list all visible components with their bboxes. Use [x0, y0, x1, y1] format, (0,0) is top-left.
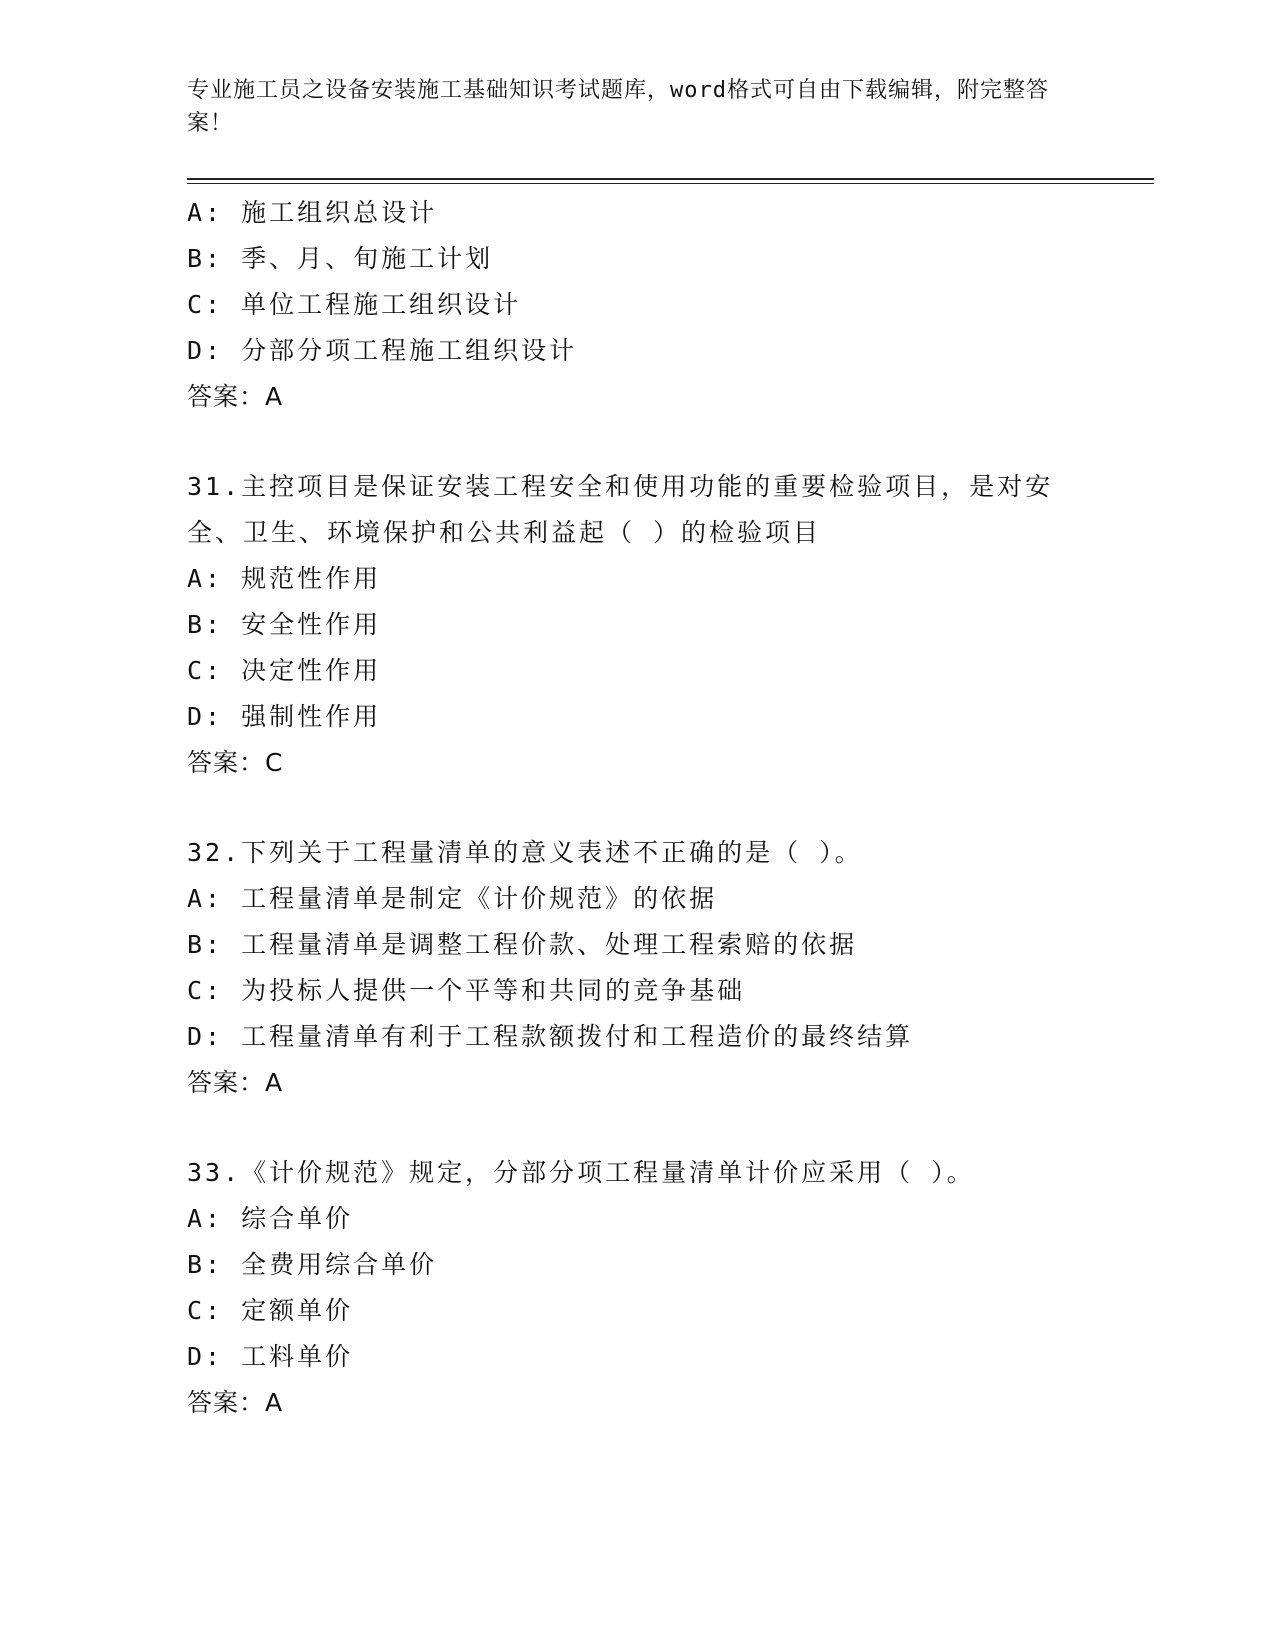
question-block-33	[187, 1150, 1087, 1426]
option-a: A: 规范性作用	[187, 564, 382, 593]
document-header: 专业施工员之设备安装施工基础知识考试题库，word格式可自由下载编辑，附完整答案！	[187, 78, 1049, 136]
option-d: D: 工程量清单有利于工程款额拨付和工程造价的最终结算	[187, 1022, 914, 1051]
answer: 答案：A	[187, 382, 284, 411]
option-c: C: 为投标人提供一个平等和共同的竞争基础	[187, 976, 746, 1005]
answer: 答案：A	[187, 1388, 284, 1417]
question-block-30	[187, 190, 1087, 420]
answer: 答案：A	[187, 1068, 284, 1097]
option-b: B: 全费用综合单价	[187, 1250, 438, 1279]
option-b: B: 安全性作用	[187, 610, 382, 639]
option-b: B: 季、月、旬施工计划	[187, 244, 494, 273]
option-b: B: 工程量清单是调整工程价款、处理工程索赔的依据	[187, 930, 858, 959]
option-a: A: 综合单价	[187, 1204, 354, 1233]
question-text: 32.下列关于工程量清单的意义表述不正确的是（ ）。	[187, 838, 863, 867]
question-text: 31.主控项目是保证安装工程安全和使用功能的重要检验项目，是对安全、卫生、环境保护和公共利益起（ ）的检验项目	[187, 472, 1054, 547]
option-a: A: 施工组织总设计	[187, 198, 438, 227]
answer: 答案：C	[187, 748, 284, 777]
spacer	[187, 786, 1087, 830]
question-list	[187, 190, 1087, 1426]
question-block-32	[187, 830, 1087, 1106]
header-divider-bottom	[187, 183, 1154, 184]
question-block-31	[187, 464, 1087, 786]
option-d: D: 强制性作用	[187, 702, 382, 731]
option-c: C: 决定性作用	[187, 656, 382, 685]
option-d: D: 工料单价	[187, 1342, 354, 1371]
option-c: C: 单位工程施工组织设计	[187, 290, 522, 319]
option-c: C: 定额单价	[187, 1296, 354, 1325]
option-a: A: 工程量清单是制定《计价规范》的依据	[187, 884, 718, 913]
question-text: 33.《计价规范》规定，分部分项工程量清单计价应采用（ ）。	[187, 1158, 975, 1187]
option-d: D: 分部分项工程施工组织设计	[187, 336, 578, 365]
spacer	[187, 420, 1087, 464]
header-divider-top	[187, 178, 1154, 180]
spacer	[187, 1106, 1087, 1150]
